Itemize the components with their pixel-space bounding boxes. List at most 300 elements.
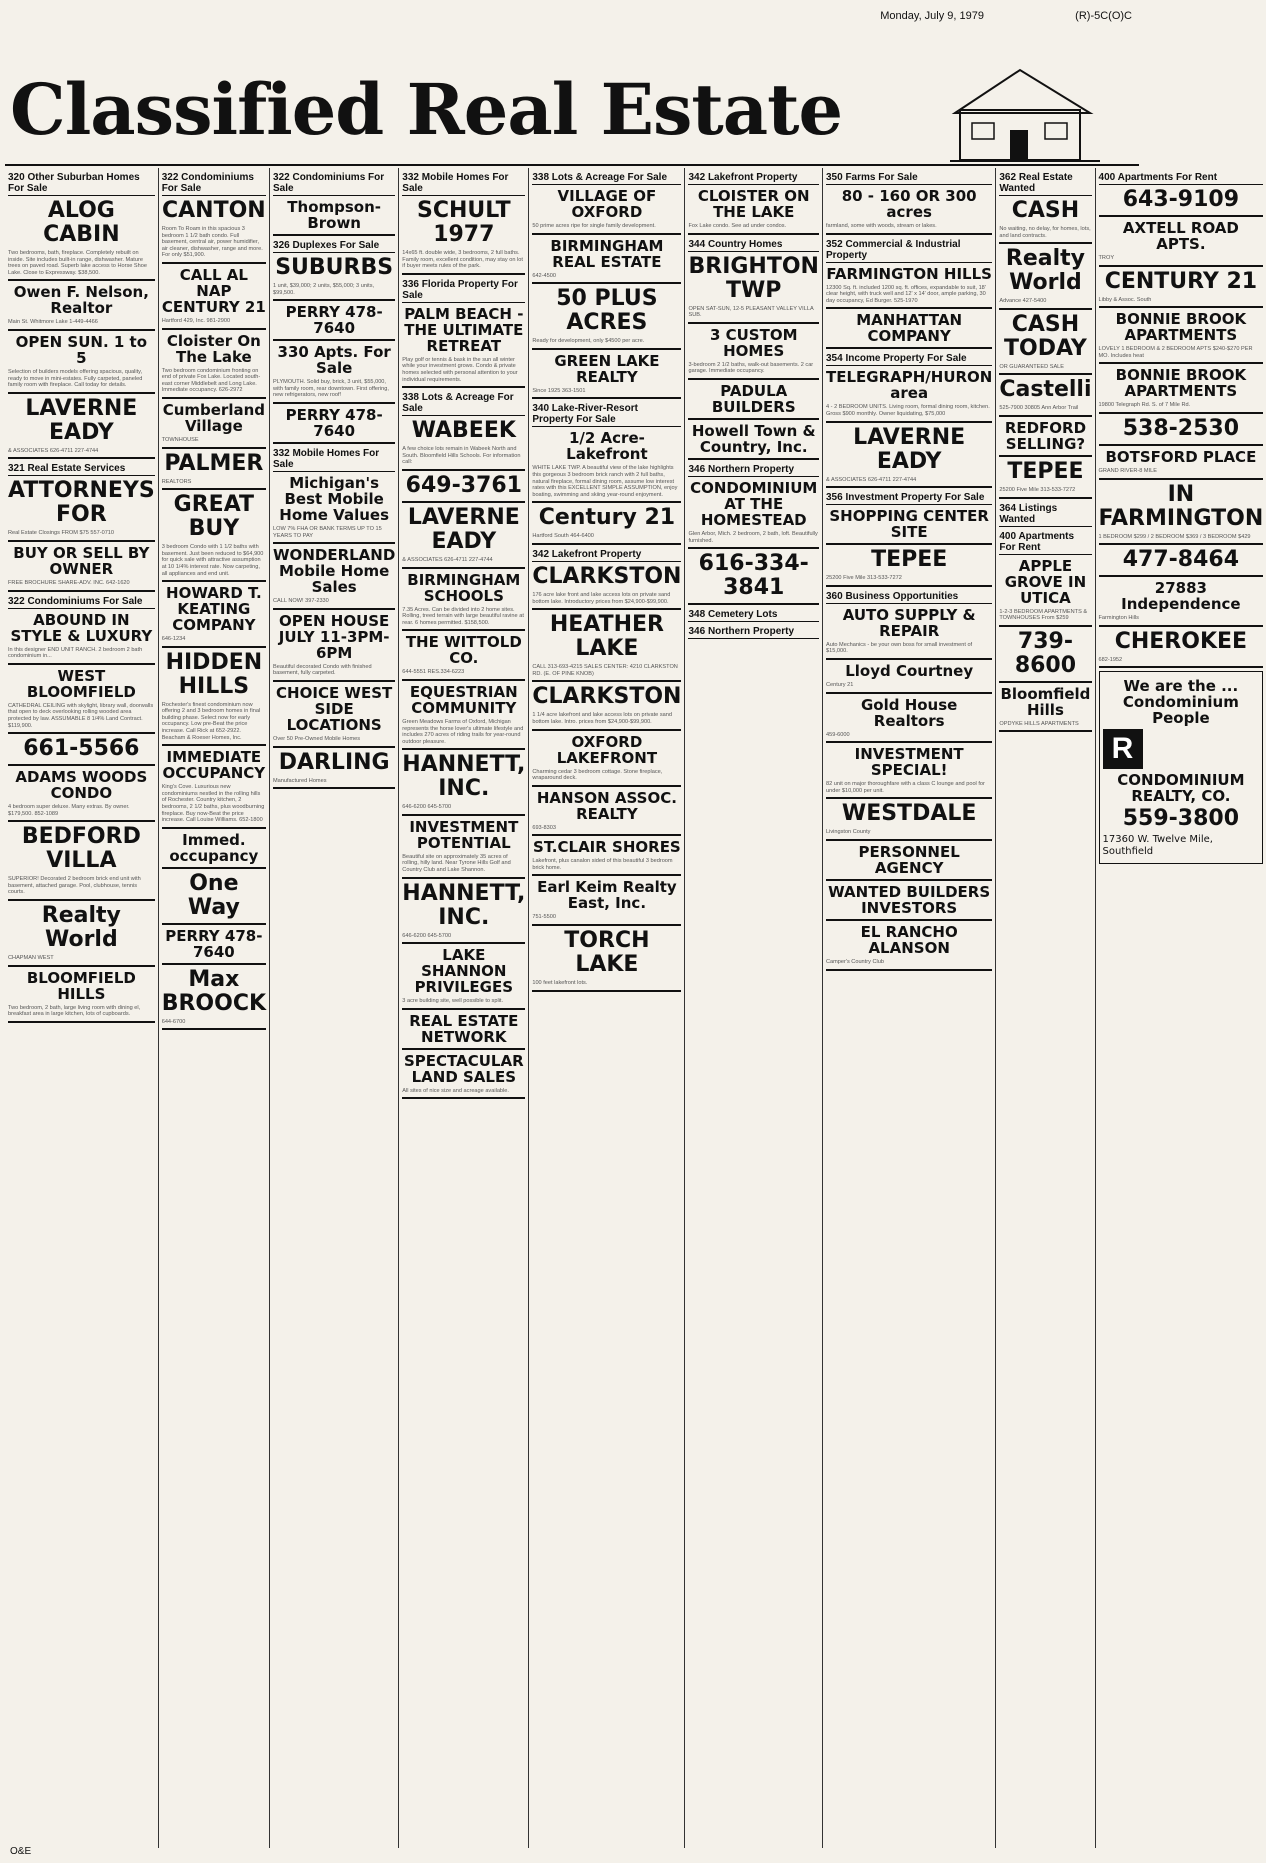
section-heading: 344 Country Homes	[688, 239, 819, 252]
classified-ad	[402, 684, 525, 750]
ad-body: Camper's Country Club	[825, 958, 884, 965]
ad-body: TROY	[1098, 255, 1115, 261]
section-heading: 322 Condominiums For Sale	[162, 172, 266, 196]
section-heading: 348 Cemetery Lots	[688, 609, 819, 622]
classified-ad	[826, 802, 992, 841]
ad-divider	[8, 663, 155, 665]
ad-divider	[162, 867, 266, 869]
classified-ad	[162, 749, 266, 829]
ad-divider	[402, 748, 525, 750]
section-heading: 342 Lakefront Property	[532, 549, 681, 562]
ad-headline: OPEN SUN. 1 to 5	[15, 332, 148, 367]
ad-divider	[826, 658, 992, 660]
ad-headline: CONDOMINIUM AT THE HOMESTEAD	[690, 478, 818, 529]
ad-divider	[826, 797, 992, 799]
classified-ad	[273, 613, 395, 682]
ad-divider	[8, 764, 155, 766]
ad-divider	[532, 501, 681, 503]
ad-headline: 477-8464	[1122, 547, 1240, 573]
ad-body: 459-6000	[825, 731, 850, 738]
ad-body: & ASSOCIATES 626-4711 227-4744	[8, 447, 99, 454]
classified-ad	[688, 552, 819, 605]
ad-headline: PERRY 478-7640	[165, 926, 263, 961]
classified-ad	[532, 734, 681, 787]
classified-ad	[162, 872, 266, 925]
ad-divider	[162, 744, 266, 746]
classified-ad	[532, 188, 681, 235]
ad-divider	[273, 787, 395, 789]
ad-divider	[532, 729, 681, 731]
ad-divider	[402, 1008, 525, 1010]
classified-ad	[402, 1053, 525, 1100]
ad-headline: IN FARMINGTON	[1098, 481, 1264, 531]
ad-column	[823, 168, 996, 1848]
ad-headline: CLARKSTON	[532, 684, 682, 710]
ad-divider	[162, 1028, 266, 1030]
classified-ad	[999, 686, 1091, 733]
ad-divider	[162, 646, 266, 648]
classified-ad	[273, 344, 395, 404]
ad-headline: 649-3761	[405, 472, 522, 498]
page-code: (R)-5C(O)C	[1075, 10, 1132, 22]
ad-divider	[826, 969, 992, 971]
ad-divider	[826, 839, 992, 841]
ad-body: King's Cove. Luxurious new condominiums nestled in the rolling hills of Rochester. Country kitchen, 2 bedrooms, 2 1/2 baths, plus woodburning fireplace. Buy now-Beat the price increase. Call Louise Williams. 652-1800	[161, 784, 265, 824]
classified-ad	[688, 423, 819, 460]
classified-ad	[532, 506, 681, 545]
section-heading: 321 Real Estate Services	[8, 463, 155, 476]
classified-ad	[8, 668, 155, 734]
section-heading: 354 Income Property For Sale	[826, 353, 992, 366]
ad-body: Rochester's finest condominium now offering 2 and 3 bedroom homes in final building phase. Select now for early occupancy. Low pre-Beat the price increase. Call Rick at 652-2922. Beacham & Roeser Homes, Inc.	[161, 701, 261, 741]
ad-body: Two bedroom, 2 bath, large living room with dining el, breakfast area in large kitchen, lots of cupboards.	[8, 1004, 141, 1018]
ad-body: SUPERIOR! Decorated 2 bedroom brick end unit with basement, attached garage. Pool, clubhouse, tennis courts.	[8, 876, 141, 896]
classified-ad	[1099, 630, 1264, 669]
ad-headline: CHOICE WEST SIDE LOCATIONS	[276, 683, 393, 734]
section-heading: 350 Farms For Sale	[826, 172, 992, 185]
ad-body: 14x65 ft. double wide, 3 bedrooms, 2 full baths. Family room, excellent condition, may stay on lot if buyer meets rules of the park.	[402, 250, 523, 270]
ad-body: Main St. Whitmore Lake 1-449-4466	[8, 319, 98, 326]
ad-divider	[1099, 478, 1264, 480]
ad-headline: CASH TODAY	[1004, 311, 1087, 361]
ad-body: 25200 Five Mile 313-533-7272	[825, 575, 902, 582]
ad-divider	[826, 421, 992, 423]
ad-headline: PERRY 478-7640	[285, 303, 383, 338]
ad-divider	[688, 418, 819, 420]
ad-headline: CLARKSTON	[532, 563, 682, 589]
classified-ad	[8, 479, 155, 542]
ad-divider	[402, 1097, 525, 1099]
classified-ad	[1099, 270, 1264, 309]
classified-ad	[999, 313, 1091, 376]
ad-body: 646-6200 645-5700	[402, 804, 452, 811]
ad-body: CALL NOW! 397-2330	[273, 598, 329, 605]
classified-ad	[273, 199, 395, 236]
ad-headline: Realty World	[41, 903, 121, 953]
ad-headline: BONNIE BROOK APARTMENTS	[1115, 310, 1247, 345]
ad-headline: INVESTMENT SPECIAL!	[854, 745, 964, 780]
issue-date: Monday, July 9, 1979	[880, 10, 984, 22]
ad-divider	[273, 402, 395, 404]
ad-headline: WEST BLOOMFIELD	[26, 666, 136, 701]
ad-column	[685, 168, 823, 1848]
classified-ad	[8, 284, 155, 331]
ad-divider	[402, 942, 525, 944]
ad-headline: ATTORNEYS FOR	[8, 478, 155, 528]
ad-divider	[999, 242, 1091, 244]
classified-ad	[402, 753, 525, 816]
ad-headline: MANHATTAN COMPANY	[856, 311, 963, 346]
classified-ad	[8, 737, 155, 766]
ad-headline: PALMER	[164, 450, 264, 476]
ad-headline: LAKE SHANNON PRIVILEGES	[414, 946, 514, 997]
ad-headline: Cloister On The Lake	[166, 331, 261, 366]
classified-ad	[1099, 188, 1264, 217]
ad-headline: HANNETT, INC.	[402, 880, 526, 930]
ad-column	[529, 168, 685, 1848]
ad-headline: 80 - 160 OR 300 acres	[841, 187, 977, 221]
ad-headline: OPEN HOUSE JULY 11-3PM-6PM	[278, 611, 390, 662]
classified-ad	[1099, 580, 1264, 627]
ad-body: 693-8303	[532, 824, 556, 831]
classified-ad	[688, 327, 819, 380]
ad-body: LOW 7% FHA OR BANK TERMS UP TO 15 YEARS TO PAY	[273, 525, 382, 539]
ad-divider	[273, 746, 395, 748]
classified-ad	[532, 839, 681, 876]
classified-ad	[402, 572, 525, 632]
ad-divider	[826, 347, 992, 349]
ad-body: Green Meadows Farms of Oxford, Michigan represents the horse lover's ultimate lifestyle and includes 270 acres of riding trails for year-round outdoor pleasure.	[402, 718, 524, 745]
ad-divider	[532, 924, 681, 926]
ad-body: Fox Lake condo. See ad under condos.	[688, 223, 787, 229]
ad-headline: BOTSFORD PLACE	[1105, 447, 1257, 466]
ad-divider	[688, 322, 819, 324]
classified-ad	[532, 287, 681, 350]
classified-ad	[402, 819, 525, 879]
section-heading: 360 Business Opportunities	[826, 591, 992, 604]
ad-headline: HEATHER LAKE	[549, 612, 664, 662]
section-heading: 332 Mobile Homes For Sale	[402, 172, 525, 196]
ad-body: 642-4500	[532, 272, 556, 279]
classified-ad	[162, 199, 266, 264]
classified-ad	[688, 383, 819, 420]
classified-ad	[999, 420, 1091, 457]
ad-divider	[402, 501, 525, 503]
ad-body: Lakefront, plus canalon sided of this beautiful 3 bedroom brick home.	[532, 858, 673, 871]
classified-ad	[826, 188, 992, 235]
ad-divider	[826, 585, 992, 587]
ad-divider	[162, 328, 266, 330]
ad-headline: SHOPPING CENTER SITE	[829, 507, 989, 542]
ad-column	[996, 168, 1095, 1848]
section-heading: 362 Real Estate Wanted	[999, 172, 1091, 196]
ad-divider	[532, 834, 681, 836]
ad-divider	[162, 262, 266, 264]
ad-headline: INVESTMENT POTENTIAL	[409, 817, 519, 852]
classified-ad	[532, 565, 681, 610]
ad-headline: SUBURBS	[275, 255, 394, 280]
ad-divider	[402, 273, 525, 275]
classified-ad	[162, 267, 266, 330]
section-heading: 364 Listings Wanted	[999, 503, 1091, 527]
ad-body: Century 21	[825, 681, 854, 688]
ad-divider	[273, 680, 395, 682]
ad-headline: APPLE GROVE IN UTICA	[1004, 556, 1087, 607]
classified-ad	[273, 475, 395, 544]
ad-title: We are the ... Condominium People	[1122, 677, 1239, 728]
classified-ad	[402, 882, 525, 945]
ad-body: GRAND RIVER-8 MILE	[1098, 467, 1157, 474]
ad-body: 525-7900 30805 Ann Arbor Trail	[999, 405, 1079, 412]
classified-ad	[1099, 548, 1264, 577]
ad-body: All sites of nice size and acreage available.	[402, 1087, 509, 1094]
ad-body: OPDYKE HILLS APARTMENTS	[999, 720, 1079, 727]
classified-ad	[8, 769, 155, 822]
ad-headline: TEPEE	[1007, 458, 1084, 484]
top-line	[0, 0, 1144, 28]
ad-divider	[162, 580, 266, 582]
ad-divider	[162, 923, 266, 925]
ad-headline: LAVERNE EADY	[407, 504, 520, 554]
ad-headline: BRIGHTON TWP	[688, 253, 819, 303]
ad-body: Real Estate Closings FROM $75 557-0710	[8, 530, 115, 537]
ad-headline: SPECTACULAR LAND SALES	[403, 1051, 524, 1086]
ad-body: 751-5500	[532, 914, 556, 921]
ad-headline: Castelli	[999, 377, 1092, 403]
ad-divider	[1099, 543, 1264, 545]
classified-ad	[826, 746, 992, 799]
ad-headline: ABOUND IN STYLE & LUXURY	[10, 610, 153, 645]
classified-ad	[8, 545, 155, 592]
ad-divider	[8, 965, 155, 967]
ad-headline: PADULA BUILDERS	[711, 381, 796, 416]
ad-divider	[273, 442, 395, 444]
ad-headline: Century 21	[538, 505, 676, 531]
ad-headline: SCHULT 1977	[416, 198, 511, 247]
ad-headline: WESTDALE	[841, 801, 977, 827]
ad-headline: GREEN LAKE REALTY	[554, 351, 660, 386]
house-illustration	[950, 55, 1100, 165]
ad-body: 682-1952	[1098, 656, 1123, 663]
ad-headline: CENTURY 21	[1104, 268, 1258, 294]
ad-divider	[532, 990, 681, 992]
ad-headline: Howell Town & Country, Inc.	[691, 421, 816, 456]
ad-body: 1 1/4 acre lakefront and lake access lots on private sand bottom lake. Intro. prices from $24,900-$99,900.	[532, 712, 672, 725]
ad-body: farmland, some with woods, stream or lakes.	[825, 223, 937, 229]
ad-body: Play golf or tennis & bask in the sun all winter while your investment grows. Condo & private homes selected with personal attention to your individual requirements.	[402, 356, 518, 383]
classified-ad	[1099, 449, 1264, 480]
ad-headline: Gold House Realtors	[860, 695, 958, 730]
ad-divider	[688, 603, 819, 605]
ad-divider	[999, 625, 1091, 627]
ad-headline: 50 PLUS ACRES	[556, 286, 658, 336]
classified-ad	[532, 685, 681, 730]
classified-ad	[402, 634, 525, 681]
ad-headline: Earl Keim Realty East, Inc.	[537, 878, 677, 913]
ad-divider	[162, 397, 266, 399]
ad-divider	[532, 874, 681, 876]
ad-headline: AXTELL ROAD APTS.	[1122, 219, 1239, 253]
ad-body: A few choice lots remain in Wabeek North and South. Bloomfield Hills Schools. For information call:	[402, 446, 521, 466]
ad-divider	[999, 308, 1091, 310]
ad-headline: CANTON	[162, 198, 266, 223]
classified-ad	[1099, 417, 1264, 446]
ad-headline: TORCH LAKE	[564, 928, 650, 978]
classified-ad	[402, 306, 525, 388]
ad-divider	[402, 1048, 525, 1050]
ad-divider	[688, 233, 819, 235]
ad-body: 4 bedroom super deluxe. Many extras. By owner. $179,500. 852-1089	[8, 804, 130, 817]
ad-body: PLYMOUTH. Solid buy, brick, 3 unit, $55,000, with family room, rear downtown. First offering, new refrigerators, new roof!	[273, 379, 389, 399]
ad-body: CATHEDRAL CEILING with skylight, library wall, doorwalls that open to deck overlooking rolling wooded area protected by law. ASSUMABLE 8 1/4% Land Contract. $119,900.	[8, 702, 154, 729]
classified-ad	[402, 474, 525, 503]
ad-divider	[826, 879, 992, 881]
ad-divider	[532, 282, 681, 284]
ad-headline: PALM BEACH - THE ULTIMATE RETREAT	[404, 304, 524, 355]
ad-body: 19800 Telegraph Rd. S. of 7 Mile Rd.	[1098, 402, 1191, 409]
ad-headline: TEPEE	[871, 547, 948, 573]
classified-ad	[402, 199, 525, 275]
section-heading: 400 Apartments For Rent	[999, 531, 1091, 555]
ad-divider	[532, 397, 681, 399]
ad-headline: BONNIE BROOK APARTMENTS	[1115, 366, 1247, 401]
section-heading: 352 Commercial & Industrial Property	[826, 239, 992, 263]
classified-ad	[532, 929, 681, 992]
ad-divider	[402, 386, 525, 388]
ad-headline: 538-2530	[1122, 415, 1240, 441]
ad-body: 4 - 2 BEDROOM UNITS. Living room, formal dining room, kitchen. Gross $900 monthly. Owner liquidating, $75,000	[825, 404, 990, 417]
ad-body: WHITE LAKE TWP. A beautiful view of the lake highlights this gorgeous 3 bedroom brick ranch with 2 full baths, natural fireplace, formal dining room, assume low interest rates with this EXCELLENT SIMPLE ASSUMPTION, enjoy boating, swimming and skiing year-round enjoyment.	[532, 465, 678, 498]
classified-ad	[999, 460, 1091, 499]
classified-ad	[826, 844, 992, 881]
ad-headline: EL RANCHO ALANSON	[860, 922, 958, 957]
ad-headline: GREAT BUY	[173, 492, 255, 542]
ad-divider	[999, 373, 1091, 375]
classified-ad	[8, 904, 155, 967]
ad-headline: 330 Apts. For Sale	[277, 343, 391, 378]
ad-headline: Bloomfield Hills	[1000, 684, 1091, 719]
ad-headline: BIRMINGHAM SCHOOLS	[407, 570, 521, 605]
ad-headline: BLOOMFIELD HILLS	[26, 968, 136, 1003]
ad-body: Manufactured Homes	[273, 777, 327, 784]
ad-divider	[532, 608, 681, 610]
ad-headline: DARLING	[278, 749, 390, 775]
section-heading: 326 Duplexes For Sale	[273, 240, 395, 253]
classified-ad	[273, 407, 395, 444]
ad-divider	[999, 415, 1091, 417]
ad-body: Advance 427-5400	[999, 298, 1047, 305]
ad-body: & ASSOCIATES 626-4711 227-4744	[402, 556, 493, 563]
classified-ad	[273, 547, 395, 610]
section-heading: 342 Lakefront Property	[688, 172, 819, 185]
classified-ad	[532, 353, 681, 400]
classified-ad	[273, 304, 395, 341]
ad-column	[270, 168, 399, 1848]
ad-headline: Michigan's Best Mobile Home Values	[279, 473, 390, 524]
page-footer: O&E	[10, 1846, 32, 1857]
ad-headline: HOWARD T. KEATING COMPANY	[166, 584, 262, 635]
ad-column	[1096, 168, 1266, 1848]
ad-headline: HIDDEN HILLS	[165, 649, 263, 699]
ad-divider	[532, 233, 681, 235]
ad-body: Room To Roam in this spacious 3 bedroom 1 1/2 bath condo. Full basement, central air, power humidifier, air cleaner, dishwasher, range and more. For only $51,900.	[161, 226, 263, 259]
section-heading: 322 Condominiums For Sale	[273, 172, 395, 196]
section-heading: 340 Lake-River-Resort Property For Sale	[532, 403, 681, 427]
ad-body: 50 prime acres ripe for single family development.	[532, 223, 656, 229]
ad-headline: IMMEDIATE OCCUPANCY	[162, 748, 266, 783]
ad-body: No waiting, no delay, for homes, lots, and land contracts.	[999, 226, 1091, 239]
classified-ad	[532, 613, 681, 682]
classified-ad	[1099, 483, 1264, 546]
ad-headline: CLOISTER ON THE LAKE	[697, 187, 810, 221]
classified-ad	[162, 928, 266, 965]
ad-headline: ADAMS WOODS CONDO	[15, 768, 148, 803]
classified-ad	[162, 493, 266, 582]
ads-grid	[5, 168, 1264, 1848]
ad-headline: THE WITTOLD CO.	[405, 633, 522, 668]
ad-body: 7.35 Acres. Can be divided into 2 home sites. Rolling, treed terrain with large beautiful ravine at rear. 6 homes permitted. $158,500.	[402, 606, 524, 626]
classified-ad	[1099, 311, 1264, 364]
classified-ad	[999, 558, 1091, 627]
classified-ad	[826, 607, 992, 660]
ad-divider	[688, 378, 819, 380]
ad-headline: LAVERNE EADY	[853, 424, 966, 474]
ad-headline: 739-8600	[1014, 628, 1077, 678]
ad-headline: LAVERNE EADY	[25, 395, 138, 445]
ad-column	[399, 168, 529, 1848]
ad-headline: FARMINGTON HILLS	[826, 264, 992, 283]
ad-body: Glen Arbor, Mich. 2 bedroom, 2 bath, loft. Beautifully furnished.	[688, 530, 818, 544]
ad-body: In this designer END UNIT RANCH. 2 bedroom 2 bath condominium in...	[8, 646, 143, 660]
classified-ad	[162, 651, 266, 747]
classified-ad	[826, 508, 992, 545]
classified-ad	[162, 585, 266, 648]
ad-body: 1 BEDROOM $299 / 2 BEDROOM $369 / 3 BEDROOM $429	[1098, 533, 1251, 540]
ad-divider	[532, 348, 681, 350]
ad-headline: VILLAGE OF OXFORD	[557, 187, 657, 221]
classified-ad	[162, 402, 266, 449]
ad-headline: TELEGRAPH/HURON area	[825, 368, 993, 403]
ad-divider	[1099, 444, 1264, 446]
ad-body: OPEN SAT-SUN, 12-5 PLEASANT VALLEY VILLA SUB.	[688, 305, 814, 319]
ad-body: 644-6700	[161, 1018, 186, 1025]
ad-body: Beautiful decorated Condo with finished basement, fully carpeted.	[273, 663, 372, 677]
ad-headline: HANSON ASSOC. REALTY	[536, 788, 677, 823]
ad-body: 176 acre lake front and lake access lots on private sand bottom lake. Introductory prices from $24,900-$99,900.	[532, 591, 671, 605]
ad-divider	[8, 540, 155, 542]
ad-divider	[1099, 265, 1264, 267]
ad-divider	[1099, 362, 1264, 364]
ad-headline: 643-9109	[1122, 187, 1240, 212]
ad-body: 1-2-3 BEDROOM APARTMENTS & TOWNHOUSES From $259	[999, 608, 1088, 622]
ad-divider	[1099, 306, 1264, 308]
classified-ad	[532, 430, 681, 503]
classified-ad	[826, 548, 992, 587]
ad-divider	[826, 307, 992, 309]
ad-body: 25200 Five Mile 313-533-7272	[999, 486, 1076, 493]
company-logo	[1103, 729, 1260, 769]
ad-headline: ALOG CABIN	[43, 198, 120, 247]
classified-ad	[532, 879, 681, 926]
classified-ad	[826, 312, 992, 349]
ad-headline: 616-334-3841	[698, 551, 809, 601]
ad-body: & ASSOCIATES 626-4711 227-4744	[825, 476, 917, 483]
ad-headline: BUY OR SELL BY OWNER	[13, 543, 150, 578]
classified-ad	[162, 333, 266, 399]
ad-headline: PERRY 478-7640	[285, 405, 383, 440]
ad-headline: Immed. occupancy	[169, 830, 259, 865]
ad-divider	[826, 919, 992, 921]
